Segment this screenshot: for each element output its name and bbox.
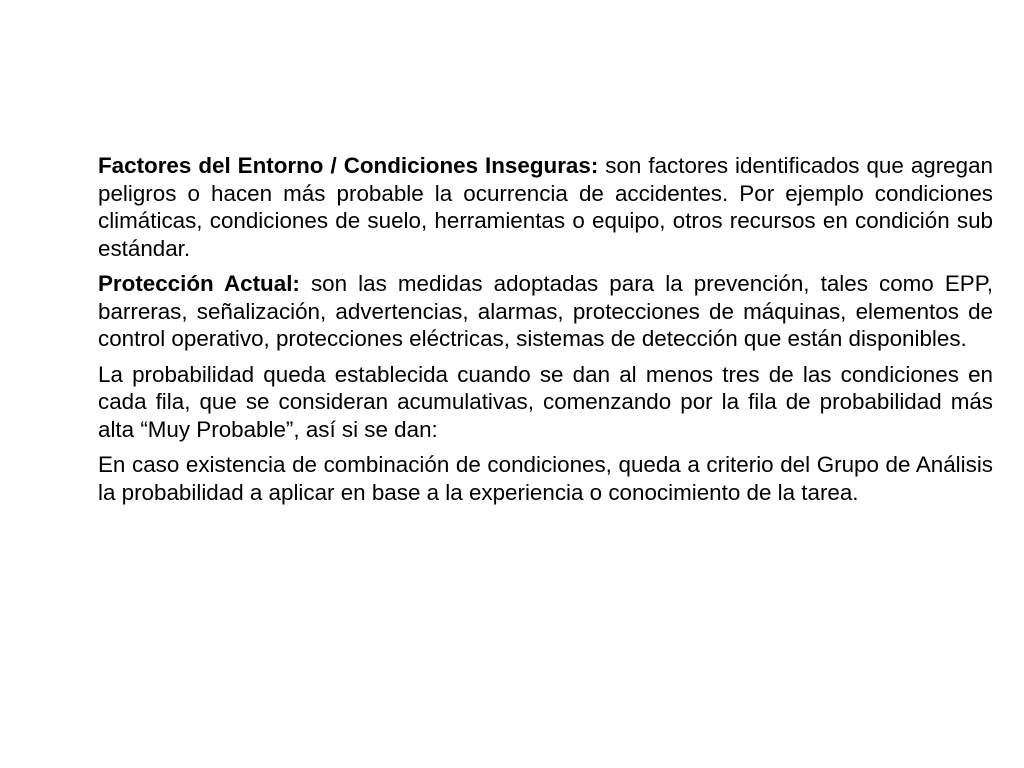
paragraph-probabilidad — [98, 361, 993, 444]
paragraph-proteccion-actual — [98, 270, 993, 353]
paragraph-combinacion — [98, 451, 993, 506]
paragraph-factores-entorno — [98, 152, 993, 262]
paragraph-text: son las medidas adoptadas para la prevención, tales como EPP, barreras, señalización, advertencias, alarmas, protecciones de máquinas, elementos de control operativo, protecciones eléctricas, sistemas de detección que están disponibles. — [98, 271, 993, 351]
paragraph-text: son factores identificados que agregan peligros o hacen más probable la ocurrencia de accidentes. Por ejemplo condiciones climáticas, condiciones de suelo, herramientas o equipo, otros recursos en condición sub estándar. — [98, 153, 993, 261]
paragraph-lead: Protección Actual: — [98, 271, 300, 296]
paragraph-text: La probabilidad queda establecida cuando se dan al menos tres de las condiciones en cada fila, que se consideran acumulativas, comenzando por la fila de probabilidad más alta “Muy Probable”, así si se dan: — [98, 361, 993, 442]
paragraph-lead: Factores del Entorno / Condiciones Inseguras: — [98, 153, 599, 178]
paragraph-text: En caso existencia de combinación de condiciones, queda a criterio del Grupo de Análisis la probabilidad a aplicar en base a la experiencia o conocimiento de la tarea. — [98, 452, 993, 505]
slide-body — [98, 152, 993, 514]
